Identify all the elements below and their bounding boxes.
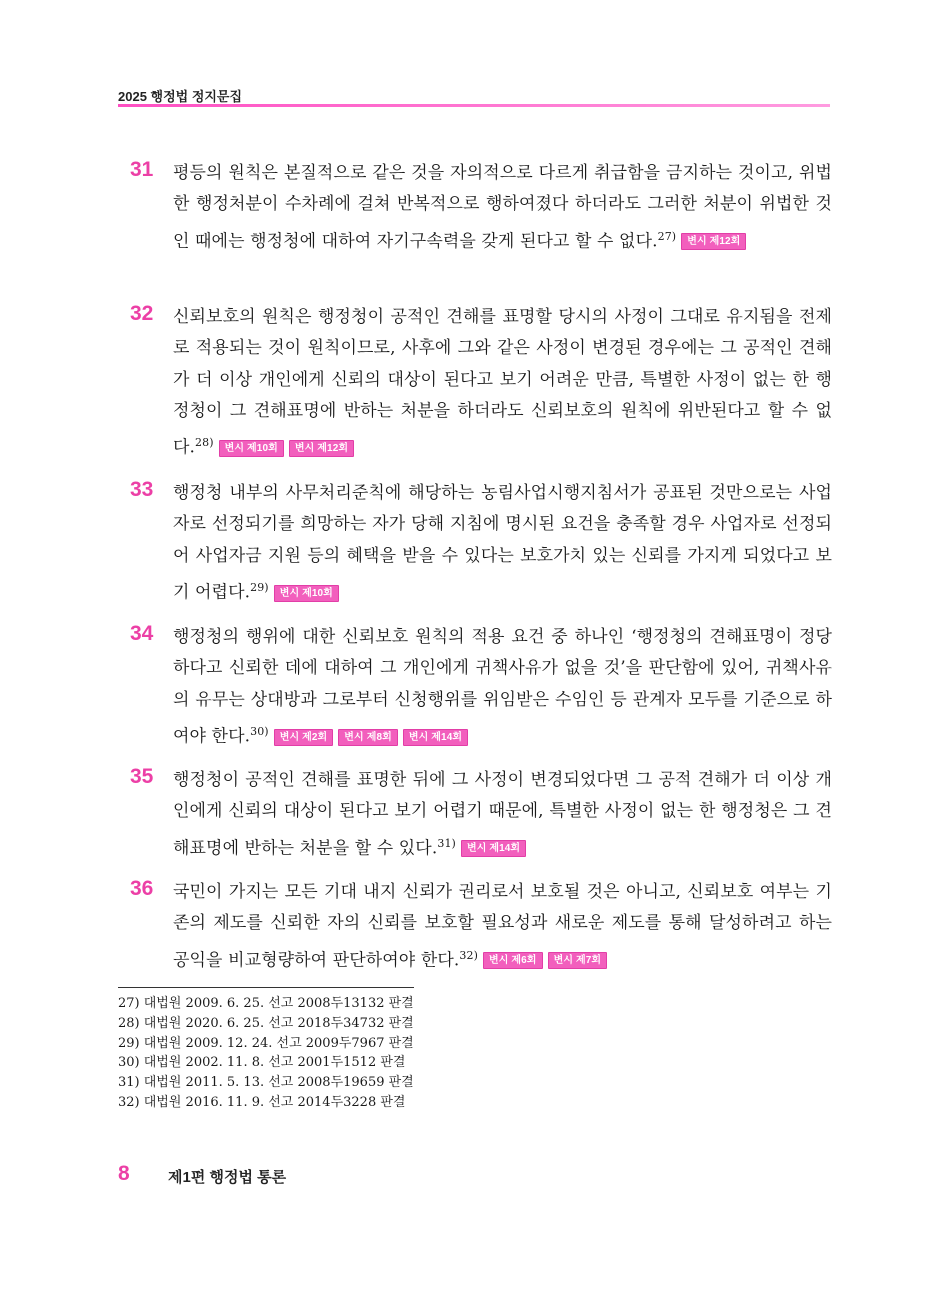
question-item-33 — [130, 478, 832, 609]
question-number: 35 — [130, 765, 154, 788]
exam-badge: 변시 제2회 — [274, 729, 334, 746]
header-rule — [118, 104, 830, 107]
question-item-35 — [130, 765, 832, 865]
question-text: 행정청 내부의 사무처리준칙에 해당하는 농림사업시행지침서가 공표된 것만으로는 사업자로 선정되기를 희망하는 자가 당해 지침에 명시된 요건을 충족할 경우 사업자로 선정되어 사업자금 지원 등의 혜택을 받을 수 있다는 보호가치 있는 신뢰를 가지게 되었다고 보기 어렵다.$^{29)}$ 변시 제10회 — [173, 483, 832, 603]
exam-badge: 변시 제14회 — [461, 840, 526, 857]
question-number: 36 — [130, 877, 154, 900]
footnote: 28) 대법원 2020. 6. 25. 선고 2018두34732 판결 — [118, 1015, 414, 1031]
exam-badge: 변시 제12회 — [681, 233, 746, 250]
footnote-ref: 27) — [657, 229, 677, 243]
question-item-36 — [130, 877, 832, 977]
footnote-ref: 31) — [437, 836, 456, 850]
footnote-list — [118, 994, 414, 1113]
question-text: 행정청이 공적인 견해를 표명한 뒤에 그 사정이 변경되었다면 그 공적 견해가 더 이상 개인에게 신뢰의 대상이 된다고 보기 어렵기 때문에, 특별한 사정이 없는 한 행정청은 그 견해표명에 반하는 처분을 할 수 있다.$^{31)}$ 변시 제14회 — [173, 770, 832, 859]
exam-badge: 변시 제8회 — [338, 729, 398, 746]
exam-badge: 변시 제6회 — [483, 952, 543, 969]
footnote-ref: 29) — [250, 580, 269, 594]
question-item-31 — [130, 158, 832, 258]
footnote: 31) 대법원 2011. 5. 13. 선고 2008두19659 판결 — [118, 1075, 414, 1091]
exam-badge: 변시 제10회 — [219, 440, 284, 457]
footnote: 29) 대법원 2009. 12. 24. 선고 2009두7967 판결 — [118, 1035, 414, 1051]
question-number: 33 — [130, 478, 154, 501]
exam-badge: 변시 제7회 — [548, 952, 608, 969]
question-number: 31 — [130, 158, 154, 181]
running-header: 2025 행정법 정지문집 — [118, 89, 243, 104]
footnote-separator — [118, 987, 414, 988]
footnote-ref: 30) — [250, 724, 269, 738]
question-text: 평등의 원칙은 본질적으로 같은 것을 자의적으로 다르게 취급함을 금지하는 것이고, 위법한 행정처분이 수차례에 걸쳐 반복적으로 행하여졌다 하더라도 그러한 처분이 위법한 것인 때에는 행정청에 대하여 자기구속력을 갖게 된다고 할 수 없다.$^{27)}$ 변시 제12회 — [173, 163, 832, 252]
footnote-ref: 32) — [459, 948, 478, 962]
exam-badge: 변시 제12회 — [289, 440, 354, 457]
footnote: 30) 대법원 2002. 11. 8. 선고 2001두1512 판결 — [118, 1055, 406, 1071]
footnote: 32) 대법원 2016. 11. 9. 선고 2014두3228 판결 — [118, 1094, 406, 1110]
question-item-34 — [130, 622, 832, 753]
question-text: 신뢰보호의 원칙은 행정청이 공적인 견해를 표명할 당시의 사정이 그대로 유지됨을 전제로 적용되는 것이 원칙이므로, 사후에 그와 같은 사정이 변경된 경우에는 그 공적인 견해가 더 이상 개인에게 신뢰의 대상이 된다고 보기 어려운 만큼, 특별한 사정이 없는 한 행정청이 그 견해표명에 반하는 처분을 하더라도 신뢰보호의 원칙에 위반된다고 할 수 없다.$^{28)}$ 변시 제10회 변시 제12회 — [173, 307, 832, 458]
question-text: 행정청의 행위에 대한 신뢰보호 원칙의 적용 요건 중 하나인 ‘행정청의 견해표명이 정당하다고 신뢰한 데에 대하여 그 개인에게 귀책사유가 없을 것’을 판단함에 있어, 귀책사유의 유무는 상대방과 그로부터 신청행위를 위임받은 수임인 등 관계자 모두를 기준으로 하여야 한다.$^{30)}$ 변시 제2회 변시 제8회 변시 제14회 — [173, 627, 832, 747]
section-title: 제1편 행정법 통론 — [168, 1169, 287, 1186]
page-number: 8 — [118, 1162, 130, 1185]
question-number: 34 — [130, 622, 154, 645]
question-number: 32 — [130, 302, 154, 325]
question-item-32 — [130, 302, 832, 464]
exam-badge: 변시 제14회 — [403, 729, 468, 746]
footnote-ref: 28) — [195, 436, 214, 450]
footnote: 27) 대법원 2009. 6. 25. 선고 2008두13132 판결 — [118, 996, 414, 1011]
question-text: 국민이 가지는 모든 기대 내지 신뢰가 권리로서 보호될 것은 아니고, 신뢰보호 여부는 기존의 제도를 신뢰한 자의 신뢰를 보호할 필요성과 새로운 제도를 통해 달성하려고 하는 공익을 비교형량하여 판단하여야 한다.$^{32)}$ 변시 제6회 변시 제7회 — [173, 882, 832, 971]
exam-badge: 변시 제10회 — [274, 585, 339, 602]
